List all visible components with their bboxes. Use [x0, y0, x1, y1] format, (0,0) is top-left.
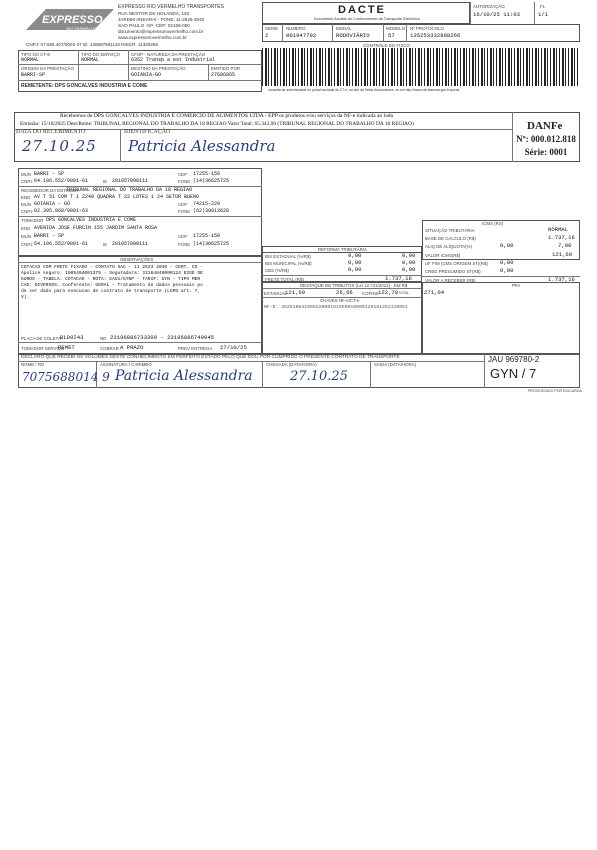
dacte-title: DACTE	[338, 4, 386, 16]
dacte-header	[18, 2, 580, 94]
recebedor-fone: (62)39013628	[193, 208, 230, 214]
gyn-code: GYN / 7	[490, 366, 537, 381]
nome-label: NOME / RG	[21, 362, 45, 367]
obs-text2: Apolice seguro: 1005404001375 - Seguradora: 33164840000124 ESSE SE	[21, 271, 203, 276]
cofins-value: 122,78	[378, 289, 399, 296]
tomador-ie: 201057090111	[112, 241, 149, 247]
danfe-serie: Série: 0001	[524, 147, 568, 157]
situacao-value: NORMAL	[548, 226, 569, 233]
obs-text3: GUROS - TABELA: COTACAO - ROTA: GAU1/GYNP - TARIF: GYN - TIPO MER	[21, 277, 201, 282]
obs-header: OBSERVAÇÕES	[120, 257, 154, 262]
prev-label: PREV ENTREGA	[178, 346, 213, 351]
p1-fone: (14)36625725	[193, 178, 230, 184]
protocolo-label: Nº PROTOCOLO	[410, 26, 444, 31]
recebedor-cep: 74215-220	[193, 201, 221, 207]
cobrar-value: A PRAZO	[120, 344, 144, 351]
fl-value: 1/1	[538, 11, 549, 18]
uf-value: 0,00	[500, 259, 514, 266]
emitido-value: 27686865	[211, 72, 236, 78]
cfop-label: CFOP - NATUREZA DA PRESTAÇÃO	[131, 52, 206, 57]
p1-cep: 17255-150	[193, 171, 221, 177]
p1-ie-label: IE	[103, 179, 108, 184]
nfe-key: NF-E: 35251064106552000161550010000128181262310051	[264, 305, 408, 310]
tomador-name: DPS GONCALVES INDUSTRIA E COME	[46, 217, 137, 223]
tomador-end: AVENIDA JOSE FURCIN 155 JARDIM SANTA ROSA	[34, 225, 158, 231]
chegada-handwritten: 27.10.25	[290, 369, 348, 384]
svg-text:EXPRESSO: EXPRESSO	[42, 14, 103, 26]
company-address3: SAO PAULO -SP -CEP: 02166-050	[118, 23, 190, 28]
cbs-pct: 0,00	[348, 266, 362, 273]
aliq-pre: 0,00	[500, 242, 514, 249]
tomador-mun-label: MUN	[21, 234, 31, 239]
origem-label: ORIGEM DA PRESTAÇÃO	[21, 66, 74, 71]
placa-value: BLD0I43	[60, 334, 84, 341]
recebedor-end: AV T 51 COM T 1 2249 QUADRA T 22 LOTES 1 24 SETOR BUENO	[34, 194, 200, 200]
cfop-value: 6352 Transp a est Industrial	[131, 57, 216, 63]
ibs-est-pct: 0,00	[348, 252, 362, 259]
recebedor-label: RECEBEDOR DA ENTREGA	[21, 188, 79, 193]
recebedor-name: TRIBUNAL REGIONAL DO TRABALHO DA 18 REGIAO	[66, 187, 193, 193]
estadual-value: 121,60	[285, 289, 306, 296]
p1-mun-label: MUN	[21, 172, 31, 177]
receipt-ident-label: IDENTIFICAÇÃO	[124, 129, 171, 135]
tomador-ie-label: IE	[103, 242, 108, 247]
recebedor-cnpj: 02.395.868/0001-63	[34, 208, 89, 214]
receipt-line2: Emissão: 15/10/2025 Dest/Reme: TRIBUNAL REGIONAL DO TRABALHO DA 18 REGIAO Valor Total: 65.342,00 (TRIBUNAL REGIONAL DO TRABALHO DA 18 REGIAO)	[20, 121, 414, 127]
barcode	[262, 48, 580, 86]
base-label: BASE DE CÁLCULO (R$)	[425, 236, 476, 241]
recebedor-cnpj-label: CNPJ	[21, 209, 33, 214]
saida-label: SAIDA (DATA/HORA)	[374, 362, 417, 367]
pis-value: 26,66	[336, 289, 353, 296]
chaves-label: CHAVES NF-e/CT-e	[320, 298, 360, 303]
receipt-stub	[14, 112, 580, 162]
valor-value: 121,60	[552, 251, 573, 258]
tomador-cep-label: CEP	[178, 234, 188, 239]
ibs-mun-pct: 0,00	[348, 259, 362, 266]
tomador-label: TOMADOR	[21, 218, 44, 223]
serie-label: SERIE	[265, 26, 279, 31]
valor-label: VALOR ICMS(R$)	[425, 253, 461, 258]
estadual-label: ESTADUAL	[264, 291, 287, 296]
situacao-label: SITUAÇÃO TRIBUTÁRIA	[425, 228, 475, 233]
tributos-total-value: 271,04	[424, 289, 445, 296]
protocolo-value: 135253332888266	[410, 32, 461, 39]
obs-text6: V).	[21, 295, 30, 300]
aliq-label: ALIQ DE ALÍQUOTA(%)	[425, 244, 473, 249]
cbs-label: CBS (%/R$)	[265, 268, 289, 273]
tipo-servico-value: NORMAL	[81, 57, 100, 63]
ibs-mun-val: 0,00	[402, 259, 416, 266]
recebedor-mun-label: MUN	[21, 202, 31, 207]
company-email: documento@expressoriovermelho.com.br	[118, 29, 204, 34]
controle-label: CONTROLE DO FISCO	[363, 43, 410, 48]
tipo-servico-label: TIPO DO SERVIÇO	[81, 52, 120, 57]
cred-label: CRED PRESUMIDO ST(R$)	[425, 269, 481, 274]
tomador-fone-label: FONE	[178, 242, 191, 247]
pfa-label: PFA	[512, 283, 521, 288]
cobrar-label: COBRAR	[100, 346, 119, 351]
prev-value: 27/10/25	[220, 344, 247, 351]
company-address: RUA NESTOR DE HOLANDA, 140	[118, 11, 190, 16]
p1-cnpj: 64.106.552/0001-61	[34, 178, 89, 184]
modal-label: MODAL	[336, 26, 352, 31]
aliq-value: 7,00	[558, 242, 572, 249]
obs-text4: CAD: DIVERSOS. Conferente: GERAL - Tratamento de dados pessoais po	[21, 283, 203, 288]
emitido-label: EMITIDO POR	[211, 66, 241, 71]
company-site: www.expressoriovermelho.com.br	[118, 35, 187, 40]
tipo-cte-label: TIPO DO CT-E	[21, 52, 51, 57]
cred-value: 0,00	[500, 267, 514, 274]
origem-value: BARRI-SP	[21, 72, 46, 78]
tributos-total-label: TOTAL	[398, 291, 410, 295]
authorization-label: AUTORIZAÇÃO	[473, 4, 505, 9]
tomador-cnpj: 64.106.552/0001-61	[34, 241, 89, 247]
p1-cnpj-label: CNPJ	[21, 179, 33, 184]
frete-value: 1.737,16	[385, 275, 412, 282]
serie-value: 2	[265, 32, 269, 39]
receipt-line1: Recebemos de DPS GONCALVES INDUSTRIA E COMERCIO DE ALIMENTOS LTDA - EPP os produtos e/ou serviços da NF-e indicada ao lado	[60, 113, 394, 119]
company-logo	[24, 6, 118, 34]
numero-value: 001947792	[286, 32, 317, 39]
recebedor-fone-label: FONE	[178, 209, 191, 214]
tomador-serv-label: TOMADOR SERVIÇO	[21, 346, 65, 351]
obs-text5: de ser dado para execucao de contrato de transporte (LGPD art. 7,	[21, 289, 201, 294]
ibs-est-label: IBS ESTADUAL (%/R$)	[265, 254, 311, 259]
p1-mun: BARRI - SP	[34, 171, 65, 177]
nome-handwritten: 7075688014 9	[22, 370, 110, 384]
base-value: 1.737,16	[548, 234, 575, 241]
ibs-est-val: 0,00	[402, 252, 416, 259]
nr-value: 23196886733309 - 23196886749045	[110, 334, 215, 341]
recebedor-cep-label: CEP	[178, 202, 188, 207]
assinatura-signature: Patricia Alessandra	[115, 368, 253, 384]
danfe-title: DANFe	[527, 120, 563, 132]
pfa-box	[422, 282, 580, 354]
company-address2: JARDIM ANDARAÍ - FONE: 11-2625-4040	[118, 17, 205, 22]
receipt-signature: Patricia Alessandra	[128, 137, 276, 155]
placa-label: PLACA DE COLETA	[21, 336, 61, 341]
p1-ie: 201057090111	[112, 178, 149, 184]
p1-cep-label: CEP	[178, 172, 188, 177]
destino-value: GOIANIA-GO	[131, 72, 162, 78]
icms-header: ICMS (RS)	[482, 221, 504, 226]
processado-note: PROCESSADO POR EDICARGA	[528, 389, 582, 393]
total-value: 1.737,16	[548, 276, 575, 283]
danfe-number: Nº: 000.012.818	[516, 134, 576, 144]
numero-label: NUMERO	[286, 26, 306, 31]
chegada-label: CHEGADA (DATA/HORA)	[266, 362, 317, 367]
modelo-value: 57	[388, 32, 395, 39]
total-label: VALOR A RECEBER (R$)	[425, 278, 476, 283]
modelo-label: MODELO	[386, 26, 406, 31]
jau-code: JAU 969780-2	[488, 355, 540, 364]
obs-text1: COTACAO COM FRETE FIXADO - CONTATO SAC - 11 2633 4040 - CERT. CO -	[21, 265, 203, 270]
p1-fone-label: FONE	[178, 179, 191, 184]
remetente-strip: REMETENTE: DPS GONCALVES INDUSTRIA E COME	[21, 83, 148, 89]
nr-label: NR	[100, 336, 107, 341]
company-name: EXPRESSO RIO VERMELHO TRANSPORTES	[118, 4, 224, 10]
destino-label: DESTINO DA PRESTAÇÃO	[131, 66, 186, 71]
reforma-header: REFORMA TRIBUTÁRIA	[318, 247, 367, 252]
cbs-val: 0,00	[402, 266, 416, 273]
fl-label: FL	[540, 4, 546, 9]
tomador-mun: BARRI - SP	[34, 233, 65, 239]
tomador-serv-value: REMET	[58, 344, 75, 351]
dacte-subtitle: Documento Auxiliar do Conhecimento de Transporte Eletrônico	[314, 17, 420, 21]
recebedor-mun: GOIANIA - GO	[34, 201, 71, 207]
authorization-value: 16/10/25 11:03	[473, 11, 520, 18]
ibs-mun-label: IBS MUNICIPAL (%/R$)	[265, 261, 312, 266]
svg-text:RIO VERMELHO: RIO VERMELHO	[66, 26, 97, 31]
tomador-cnpj-label: CNPJ	[21, 242, 33, 247]
recebedor-end-label: END	[21, 195, 31, 200]
frete-label: FRETE TOTAL (R$)	[265, 277, 304, 282]
declaration-text: DECLARO QUE RECEBI OS VOLUMES DESTE CONHECIMENTO EM PERFEITO ESTADO PELO QUE DOU POR CUMPRIDO O PRESENTE CONTRATO DE TRANSPORTE	[21, 355, 400, 360]
uf-label: UF FIM (CMS ORIGEM ST)(R$)	[425, 261, 488, 266]
modal-value: RODOVIÁRIO	[336, 32, 370, 39]
cofins-label: COFINS	[362, 291, 379, 296]
tomador-end-label: END	[21, 226, 31, 231]
tipo-cte-value: NORMAL	[21, 57, 40, 63]
tomador-cep: 17255-150	[193, 233, 221, 239]
assinatura-label: ASSINATURA / CARIMBO	[100, 362, 152, 367]
tributos-header: DESTAQUE DE TRIBUTOS (Lei 12.741/2012) - EM R$	[300, 283, 408, 288]
receipt-date-handwritten: 27.10.25	[22, 137, 97, 155]
receipt-date-label: DATA DO RECEBIMENTO	[16, 129, 86, 135]
company-ids: CNPJ: 07.655.407/0002-47 IE: 148587581118 INSCR. 11325296	[26, 42, 159, 47]
tomador-fone: (14)36625725	[193, 241, 230, 247]
consulta-note: consulta de autenticidade no portal nacional do CT-e, no site da Sefaz Autorizadora, ou em http://www.cte.fazenda.gov.br/portal	[268, 88, 460, 92]
